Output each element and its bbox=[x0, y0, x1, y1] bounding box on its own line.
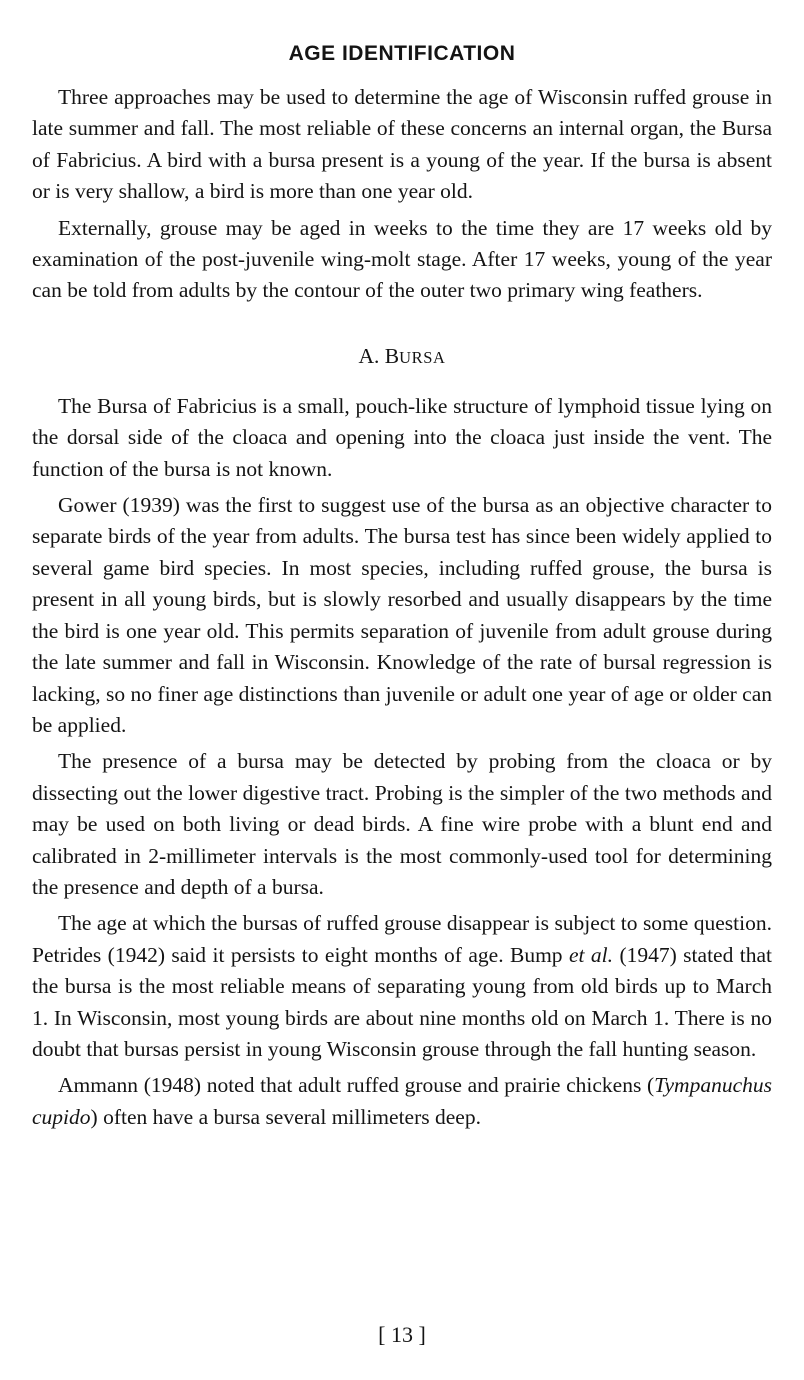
p5-italic-species: Tympanuchus cupido bbox=[32, 1073, 772, 1129]
document-page bbox=[32, 36, 772, 1138]
bursa-paragraph-5 bbox=[32, 1070, 772, 1133]
p5-text-start: Ammann (1948) noted that adult ruffed grouse and prairie chickens ( bbox=[58, 1073, 655, 1098]
p4-text-start: The age at which the bursas of ruffed grouse disappear is subject to some question. Petrides (1942) said it persists to eight months of age. Bump bbox=[32, 911, 772, 967]
section-heading-rest: URSA bbox=[399, 347, 446, 367]
page-title: AGE IDENTIFICATION bbox=[288, 42, 516, 65]
section-heading-bursa bbox=[32, 341, 772, 373]
section-prefix: A. bbox=[358, 343, 385, 368]
page-number: [ 13 ] bbox=[378, 1322, 426, 1347]
bursa-paragraph-1: The Bursa of Fabricius is a small, pouch-like structure of lymphoid tissue lying on the dorsal side of the cloaca and opening into the cloaca just inside the vent. The function of the bursa is not known. bbox=[32, 393, 772, 481]
section-heading-initial: B bbox=[384, 343, 400, 368]
p5-text-end: ) often have a bursa several millimeters deep. bbox=[90, 1104, 481, 1129]
p4-text-end: (1947) stated that the bursa is the most reliable means of separating young from old birds up to March 1. In Wisconsin, most young birds are about nine months old on March 1. There is no doubt that bursas persist in young Wisconsin grouse through the fall hunting season. bbox=[32, 942, 772, 1061]
bursa-paragraph-4 bbox=[32, 908, 772, 1065]
intro-paragraph-2: Externally, grouse may be aged in weeks to the time they are 17 weeks old by examination of the post-juvenile wing-molt stage. After 17 weeks, young of the year can be told from adults by the contour of the outer two primary wing feathers. bbox=[32, 215, 772, 303]
intro-paragraph-1: Three approaches may be used to determine the age of Wisconsin ruffed grouse in late summer and fall. The most reliable of these concerns an internal organ, the Bursa of Fabricius. A bird with a bursa present is a young of the year. If the bursa is absent or is very shallow, a bird is more than one year old. bbox=[32, 85, 772, 204]
bursa-paragraph-2: Gower (1939) was the first to suggest use of the bursa as an objective character to separate birds of the year from adults. The bursa test has since been widely applied to several game bird species. In most species, including ruffed grouse, the bursa is present in all young birds, but is slowly resorbed and usually disappears by the time the bird is one year old. This permits separation of juvenile from adult grouse during the late summer and fall in Wisconsin. Knowledge of the rate of bursal regression is lacking, so no finer age distinctions than juvenile or adult one year of age or older can be applied. bbox=[32, 493, 772, 737]
p4-italic-citation: et al. bbox=[568, 942, 614, 967]
bursa-paragraph-3: The presence of a bursa may be detected by probing from the cloaca or by dissecting out the lower digestive tract. Probing is the simpler of the two methods and may be used on both living or dead birds. A fine wire probe with a blunt end and calibrated in 2-millimeter intervals is the most commonly-used tool for determining the presence and depth of a bursa. bbox=[32, 749, 772, 899]
